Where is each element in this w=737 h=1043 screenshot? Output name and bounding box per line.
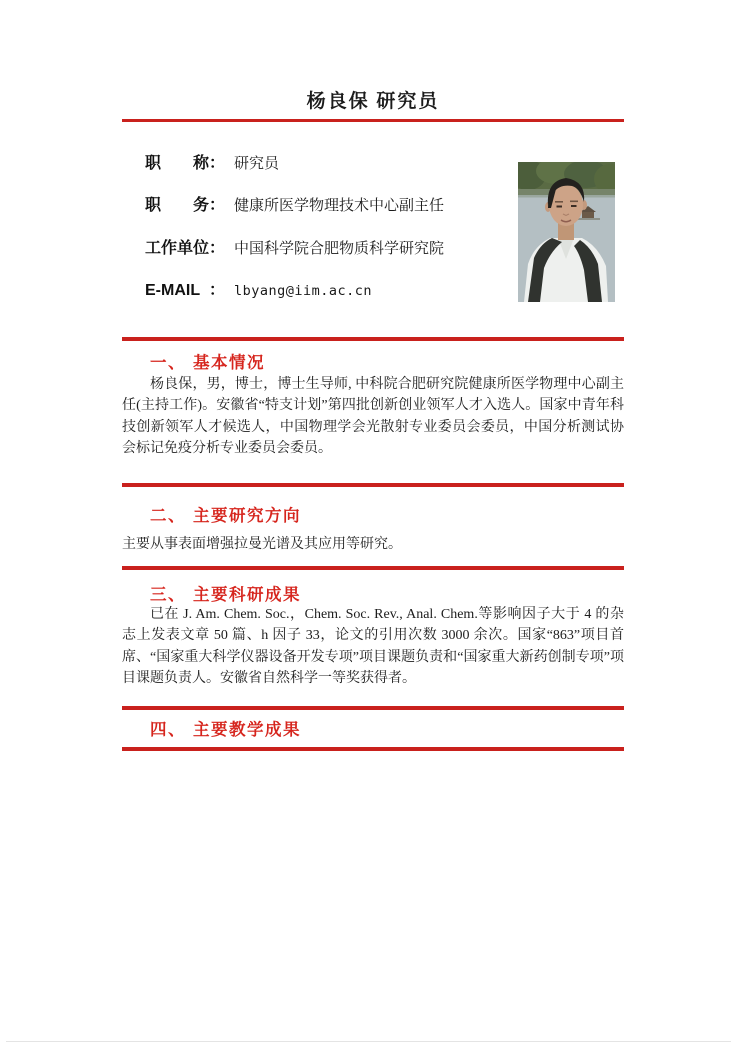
- section-4-bottom-rule: [122, 747, 624, 751]
- info-row-position: [145, 192, 444, 215]
- section-2-title: 主要研究方向: [193, 507, 301, 525]
- field-label-email: E-MAIL: [145, 282, 201, 299]
- section-2-heading: [150, 502, 624, 526]
- section-3-top-rule: [122, 566, 624, 570]
- section-2-top-rule: [122, 483, 624, 487]
- field-label-position: 职务: [145, 197, 209, 214]
- section-4-title: 主要教学成果: [193, 721, 301, 739]
- info-row-email: [145, 277, 372, 300]
- field-colon: ：: [209, 197, 226, 214]
- section-1-body: 杨良保，男，博士，博士生导师, 中科院合肥研究院健康所医学物理中心副主任(主持工作)。安徽省“特支计划”第四批创新创业领军人才入选人。国家中青年科技创新领军人才候选人，中国物理学会光散射专业委员会委员，中国分析测试协会标记免疫分析专业委员会委员。: [122, 377, 624, 456]
- section-1-index: 一、: [150, 354, 186, 372]
- section-4-top-rule: [122, 706, 624, 710]
- title-underline-rule: [122, 119, 624, 122]
- section-4-index: 四、: [150, 721, 186, 739]
- field-colon: ：: [209, 240, 226, 257]
- section-2-body: 主要从事表面增强拉曼光谱及其应用等研究。: [122, 537, 402, 552]
- email-value: lbyang@iim.ac.cn: [234, 283, 373, 299]
- section-3-index: 三、: [150, 586, 186, 604]
- page-title: 杨良保 研究员: [306, 91, 440, 112]
- section-4-heading: [150, 716, 624, 740]
- section-3-title: 主要科研成果: [193, 586, 301, 604]
- field-colon: ：: [209, 155, 226, 172]
- field-label-workplace: 工作单位: [145, 240, 210, 257]
- field-value-workplace: 中国科学院合肥物质科学研究院: [234, 240, 445, 257]
- researcher-portrait-photo: [518, 162, 615, 302]
- field-label-job-title: 职称: [145, 155, 209, 172]
- portrait-illustration: [518, 162, 615, 302]
- section-1-top-rule: [122, 337, 624, 341]
- section-1-title: 基本情况: [193, 354, 265, 372]
- section-3-body: 已在 J. Am. Chem. Soc.，Chem. Soc. Rev., Anal. Chem.等影响因子大于 4 的杂志上发表文章 50 篇、h 因子 33，论文的引用次数 3000 余次。国家“863”项目首席、“国家重大科学仪器设备开发专项”项目课题负责和“国家重大新药创制专项”项目课题负责人。安徽省自然科学一等奖获得者。: [122, 607, 624, 686]
- info-row-workplace: [145, 235, 444, 258]
- section-1-heading: [150, 349, 624, 373]
- field-colon: ：: [209, 282, 226, 299]
- section-3-heading: [150, 581, 624, 605]
- field-value-position: 健康所医学物理技术中心副主任: [234, 197, 445, 214]
- page-bottom-edge: [6, 1041, 731, 1042]
- field-value-job-title: 研究员: [234, 155, 280, 172]
- info-row-job-title: [145, 150, 279, 173]
- section-2-index: 二、: [150, 507, 186, 525]
